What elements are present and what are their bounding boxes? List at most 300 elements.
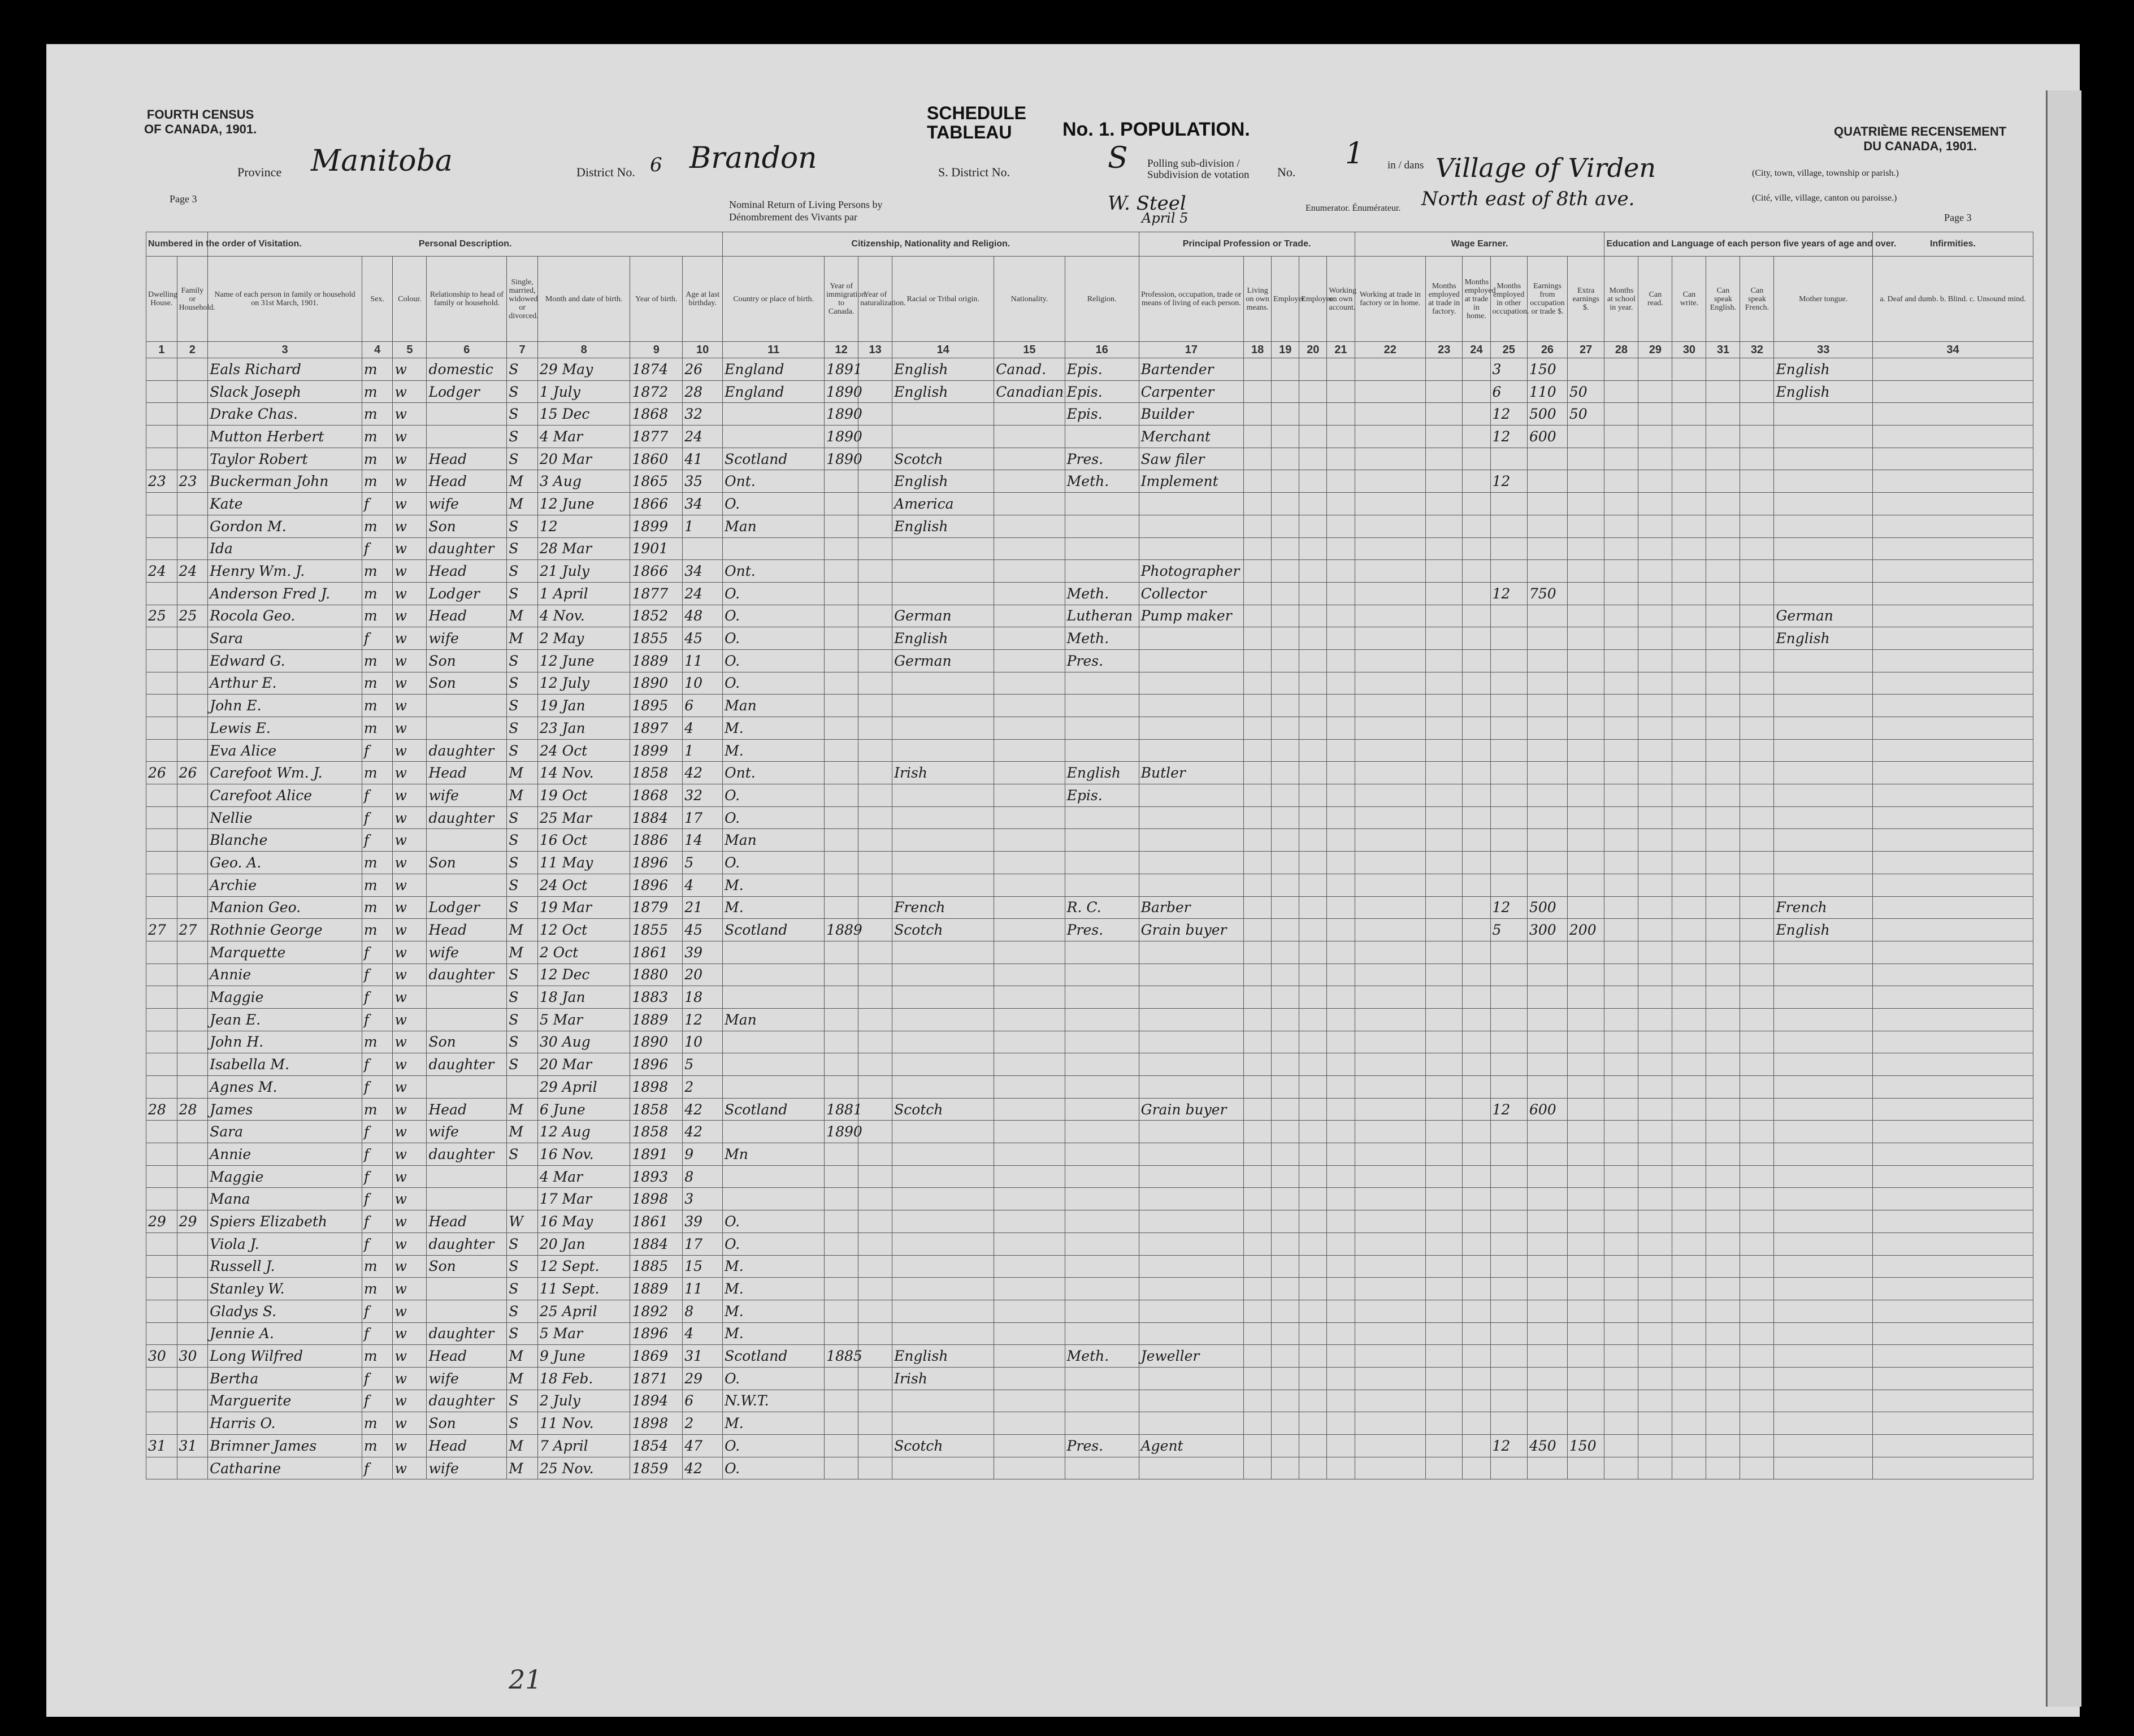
cell-extra xyxy=(1567,358,1604,381)
cell-immig: 1891 xyxy=(825,358,858,381)
cell-empty xyxy=(1355,448,1425,470)
cell-tongue xyxy=(1774,1053,1873,1076)
cell-empty xyxy=(1604,1076,1638,1099)
cell-religion xyxy=(1065,717,1139,740)
cell-tongue xyxy=(1774,717,1873,740)
column-number: 26 xyxy=(1527,342,1567,358)
cell-empty xyxy=(858,426,892,448)
cell-immig xyxy=(825,1435,858,1457)
cell-empty xyxy=(1706,1143,1740,1166)
cell-empty xyxy=(1299,448,1327,470)
cell-extra xyxy=(1567,1053,1604,1076)
cell-empty xyxy=(1425,1457,1462,1479)
cell-nationality xyxy=(994,493,1065,515)
cell-col: w xyxy=(393,1278,427,1300)
cell-sex: m xyxy=(362,1098,393,1121)
cell-empty xyxy=(1327,1008,1355,1031)
cell-empty xyxy=(858,1053,892,1076)
cell-marital: M xyxy=(507,1098,538,1121)
cell-dw xyxy=(146,649,177,672)
cell-sex: f xyxy=(362,784,393,807)
cell-marital: M xyxy=(507,784,538,807)
cell-sex: m xyxy=(362,403,393,426)
cell-tongue xyxy=(1774,649,1873,672)
cell-immig: 1890 xyxy=(825,1121,858,1143)
cell-birth: 12 July xyxy=(537,672,630,695)
cell-col: w xyxy=(393,762,427,784)
cell-extra xyxy=(1567,426,1604,448)
cell-year: 1884 xyxy=(630,1232,683,1255)
cell-empty xyxy=(1672,919,1706,941)
cell-empty xyxy=(1706,1345,1740,1368)
cell-extra: 50 xyxy=(1567,380,1604,403)
cell-name: Harris O. xyxy=(208,1412,362,1435)
cell-empty xyxy=(1604,1255,1638,1278)
cell-religion xyxy=(1065,493,1139,515)
cell-earn xyxy=(1527,1232,1567,1255)
cell-empty xyxy=(1327,380,1355,403)
cell-birth: 16 Nov. xyxy=(537,1143,630,1166)
cell-sex: f xyxy=(362,1390,393,1412)
cell-empty xyxy=(1299,470,1327,493)
cell-empty xyxy=(1873,717,2033,740)
cell-profession xyxy=(1139,1390,1243,1412)
cell-tongue xyxy=(1774,1345,1873,1368)
cell-year: 1879 xyxy=(630,896,683,919)
cell-empty xyxy=(1299,762,1327,784)
cell-emp xyxy=(1490,1031,1527,1053)
cell-marital: M xyxy=(507,470,538,493)
cell-empty xyxy=(1706,1008,1740,1031)
column-number: 12 xyxy=(825,342,858,358)
cell-empty xyxy=(1272,784,1299,807)
cell-immig xyxy=(825,1076,858,1099)
cell-empty xyxy=(1638,739,1672,762)
cell-age: 32 xyxy=(683,784,723,807)
cell-empty xyxy=(1873,1457,2033,1479)
cell-empty xyxy=(1604,986,1638,1009)
cell-empty xyxy=(1272,806,1299,829)
cell-extra xyxy=(1567,515,1604,537)
cell-empty xyxy=(858,1367,892,1390)
cell-empty xyxy=(1244,1300,1272,1322)
cell-emp: 12 xyxy=(1490,582,1527,605)
cell-religion xyxy=(1065,852,1139,874)
cell-empty xyxy=(1355,1008,1425,1031)
cell-empty xyxy=(1327,1031,1355,1053)
cell-empty xyxy=(1327,784,1355,807)
cell-religion xyxy=(1065,829,1139,852)
cell-col: w xyxy=(393,1076,427,1099)
group-personal: Personal Description. xyxy=(208,232,723,257)
cell-empty xyxy=(1873,426,2033,448)
cell-profession xyxy=(1139,1008,1243,1031)
cell-empty xyxy=(1638,1031,1672,1053)
cell-name: Rocola Geo. xyxy=(208,605,362,627)
cell-birth: 29 May xyxy=(537,358,630,381)
cell-empty xyxy=(1272,1188,1299,1210)
cell-empty xyxy=(1244,426,1272,448)
cell-tongue xyxy=(1774,1278,1873,1300)
cell-empty xyxy=(1425,1210,1462,1233)
cell-extra xyxy=(1567,739,1604,762)
cell-country: O. xyxy=(723,649,825,672)
cell-empty xyxy=(858,1232,892,1255)
cell-earn xyxy=(1527,739,1567,762)
cell-empty xyxy=(1244,1053,1272,1076)
cell-empty xyxy=(1355,403,1425,426)
cell-immig xyxy=(825,560,858,583)
cell-country xyxy=(723,403,825,426)
cell-empty xyxy=(1244,403,1272,426)
cell-birth: 12 Dec xyxy=(537,964,630,986)
cell-birth: 2 Oct xyxy=(537,941,630,964)
cell-name: Carefoot Wm. J. xyxy=(208,762,362,784)
cell-marital: S xyxy=(507,1053,538,1076)
column-header: Sex. xyxy=(362,257,393,342)
cell-empty xyxy=(1299,717,1327,740)
cell-empty xyxy=(1272,493,1299,515)
cell-empty xyxy=(1299,649,1327,672)
cell-nationality: Canadian xyxy=(994,380,1065,403)
cell-dw xyxy=(146,672,177,695)
cell-age: 9 xyxy=(683,1143,723,1166)
cell-year: 1898 xyxy=(630,1412,683,1435)
cell-empty xyxy=(1672,448,1706,470)
cell-age: 11 xyxy=(683,1278,723,1300)
column-number: 14 xyxy=(892,342,994,358)
cell-empty xyxy=(1873,1232,2033,1255)
cell-empty xyxy=(1873,1053,2033,1076)
cell-col: w xyxy=(393,1210,427,1233)
cell-nationality xyxy=(994,605,1065,627)
cell-age: 10 xyxy=(683,672,723,695)
table-row xyxy=(146,1255,2033,1278)
cell-empty xyxy=(1463,852,1490,874)
cell-empty xyxy=(1638,1098,1672,1121)
cell-origin xyxy=(892,1053,994,1076)
cell-col: w xyxy=(393,806,427,829)
cell-empty xyxy=(1327,627,1355,650)
cell-dw xyxy=(146,1143,177,1166)
cell-empty xyxy=(1740,806,1774,829)
cell-birth: 16 Oct xyxy=(537,829,630,852)
cell-tongue xyxy=(1774,695,1873,717)
cell-year: 1892 xyxy=(630,1300,683,1322)
title-line: OF CANADA, 1901. xyxy=(144,122,257,136)
cell-empty xyxy=(1327,605,1355,627)
cell-sex: f xyxy=(362,941,393,964)
cell-age: 4 xyxy=(683,1322,723,1345)
cell-religion xyxy=(1065,1008,1139,1031)
cell-empty xyxy=(1272,403,1299,426)
cell-empty xyxy=(1638,605,1672,627)
cell-origin: Scotch xyxy=(892,448,994,470)
table-row xyxy=(146,1232,2033,1255)
cell-profession xyxy=(1139,1143,1243,1166)
cell-empty xyxy=(1873,762,2033,784)
cell-country: O. xyxy=(723,1210,825,1233)
cell-emp xyxy=(1490,717,1527,740)
cell-empty xyxy=(1299,627,1327,650)
cell-empty xyxy=(1272,1412,1299,1435)
cell-fam xyxy=(177,1412,208,1435)
cell-country: M. xyxy=(723,1278,825,1300)
cell-profession: Agent xyxy=(1139,1435,1243,1457)
cell-origin xyxy=(892,941,994,964)
cell-col: w xyxy=(393,852,427,874)
cell-name: Annie xyxy=(208,964,362,986)
cell-empty xyxy=(1706,1232,1740,1255)
cell-empty xyxy=(1244,919,1272,941)
cell-religion xyxy=(1065,1076,1139,1099)
cell-empty xyxy=(858,874,892,896)
cell-year: 1886 xyxy=(630,829,683,852)
cell-nationality xyxy=(994,426,1065,448)
cell-year: 1895 xyxy=(630,695,683,717)
cell-marital: M xyxy=(507,762,538,784)
cell-empty xyxy=(1425,1053,1462,1076)
cell-empty xyxy=(1327,1367,1355,1390)
cell-origin xyxy=(892,672,994,695)
cell-birth: 24 Oct xyxy=(537,739,630,762)
cell-name: Edward G. xyxy=(208,649,362,672)
cell-empty xyxy=(858,1143,892,1166)
cell-origin: German xyxy=(892,605,994,627)
cell-empty xyxy=(1873,695,2033,717)
cell-empty xyxy=(1355,986,1425,1009)
cell-origin xyxy=(892,1121,994,1143)
cell-country: England xyxy=(723,358,825,381)
cell-emp: 12 xyxy=(1490,896,1527,919)
cell-fam xyxy=(177,941,208,964)
cell-fam xyxy=(177,1076,208,1099)
cell-marital: S xyxy=(507,380,538,403)
cell-empty xyxy=(1706,448,1740,470)
cell-extra xyxy=(1567,1232,1604,1255)
table-row xyxy=(146,806,2033,829)
cell-sex: m xyxy=(362,1435,393,1457)
cell-empty xyxy=(1604,829,1638,852)
cell-empty xyxy=(1463,964,1490,986)
cell-immig xyxy=(825,1390,858,1412)
cell-empty xyxy=(1355,1255,1425,1278)
column-header: Working at trade in factory or in home. xyxy=(1355,257,1425,342)
cell-year: 1891 xyxy=(630,1143,683,1166)
cell-rel: Head xyxy=(427,1435,507,1457)
cell-empty xyxy=(1244,852,1272,874)
cell-empty xyxy=(1604,1143,1638,1166)
table-row xyxy=(146,829,2033,852)
cell-empty xyxy=(1463,784,1490,807)
cell-rel xyxy=(427,1165,507,1188)
cell-country: O. xyxy=(723,1232,825,1255)
cell-origin xyxy=(892,403,994,426)
cell-sex: f xyxy=(362,829,393,852)
column-header: Mother tongue. xyxy=(1774,257,1873,342)
cell-rel xyxy=(427,986,507,1009)
cell-empty xyxy=(1327,1188,1355,1210)
cell-fam xyxy=(177,537,208,560)
column-number: 22 xyxy=(1355,342,1425,358)
cell-empty xyxy=(1327,1210,1355,1233)
cell-earn xyxy=(1527,874,1567,896)
cell-age: 29 xyxy=(683,1367,723,1390)
cell-age: 1 xyxy=(683,515,723,537)
cell-rel: wife xyxy=(427,784,507,807)
cell-name: Spiers Elizabeth xyxy=(208,1210,362,1233)
page-right-label xyxy=(1944,212,1972,224)
cell-empty xyxy=(1604,762,1638,784)
cell-profession: Grain buyer xyxy=(1139,919,1243,941)
cell-empty xyxy=(1873,493,2033,515)
cell-empty xyxy=(1638,896,1672,919)
cell-empty xyxy=(1740,1210,1774,1233)
cell-empty xyxy=(1672,695,1706,717)
schedule-label: SCHEDULE xyxy=(927,103,1027,123)
cell-country: O. xyxy=(723,605,825,627)
cell-birth: 19 Mar xyxy=(537,896,630,919)
cell-religion xyxy=(1065,672,1139,695)
cell-country: O. xyxy=(723,1367,825,1390)
cell-empty xyxy=(1638,560,1672,583)
cell-nationality xyxy=(994,1076,1065,1099)
cell-religion xyxy=(1065,1143,1139,1166)
cell-col: w xyxy=(393,784,427,807)
cell-empty xyxy=(1425,1188,1462,1210)
cell-emp xyxy=(1490,1121,1527,1143)
cell-birth: 5 Mar xyxy=(537,1322,630,1345)
cell-empty xyxy=(1706,1322,1740,1345)
cell-empty xyxy=(1463,649,1490,672)
cell-age xyxy=(683,537,723,560)
cell-empty xyxy=(1355,829,1425,852)
cell-origin xyxy=(892,852,994,874)
cell-empty xyxy=(1672,1053,1706,1076)
cell-col: w xyxy=(393,672,427,695)
cell-empty xyxy=(1638,1143,1672,1166)
cell-empty xyxy=(1706,1435,1740,1457)
cell-birth: 4 Mar xyxy=(537,1165,630,1188)
cell-tongue xyxy=(1774,762,1873,784)
cell-immig xyxy=(825,1457,858,1479)
cell-empty xyxy=(1272,1435,1299,1457)
cell-age: 2 xyxy=(683,1412,723,1435)
cell-emp xyxy=(1490,784,1527,807)
cell-empty xyxy=(1463,582,1490,605)
cell-tongue xyxy=(1774,1322,1873,1345)
cell-empty xyxy=(1355,695,1425,717)
cell-tongue xyxy=(1774,1232,1873,1255)
cell-extra xyxy=(1567,1390,1604,1412)
cell-tongue xyxy=(1774,1300,1873,1322)
cell-sex: f xyxy=(362,627,393,650)
cell-profession: Carpenter xyxy=(1139,380,1243,403)
cell-empty xyxy=(1604,1412,1638,1435)
cell-age: 42 xyxy=(683,1457,723,1479)
cell-nationality xyxy=(994,964,1065,986)
cell-religion xyxy=(1065,1098,1139,1121)
cell-religion xyxy=(1065,1322,1139,1345)
cell-name: Gordon M. xyxy=(208,515,362,537)
cell-col: w xyxy=(393,1053,427,1076)
cell-empty xyxy=(1244,493,1272,515)
cell-empty xyxy=(1463,1278,1490,1300)
cell-empty xyxy=(1740,1255,1774,1278)
cell-empty xyxy=(1638,1367,1672,1390)
cell-empty xyxy=(1672,1457,1706,1479)
cell-empty xyxy=(1355,1345,1425,1368)
cell-country xyxy=(723,426,825,448)
cell-profession xyxy=(1139,627,1243,650)
cell-empty xyxy=(1873,1300,2033,1322)
cell-rel: daughter xyxy=(427,1390,507,1412)
cell-nationality xyxy=(994,874,1065,896)
cell-empty xyxy=(1672,672,1706,695)
cell-empty xyxy=(1327,1345,1355,1368)
cell-empty xyxy=(1272,1031,1299,1053)
cell-empty xyxy=(1355,627,1425,650)
cell-religion xyxy=(1065,1255,1139,1278)
cell-fam xyxy=(177,1188,208,1210)
cell-year: 1859 xyxy=(630,1457,683,1479)
cell-empty xyxy=(1272,1322,1299,1345)
cell-empty xyxy=(1873,1076,2033,1099)
cell-empty xyxy=(1740,605,1774,627)
group-infirmities: Infirmities. xyxy=(1873,232,2033,257)
enumerator-name: W. Steel xyxy=(1108,192,1186,215)
cell-empty xyxy=(1706,1031,1740,1053)
cell-empty xyxy=(1463,806,1490,829)
column-header: Year of naturalization. xyxy=(858,257,892,342)
cell-empty xyxy=(1327,470,1355,493)
city-description: (City, town, village, township or parish.) xyxy=(1752,168,1899,178)
table-row xyxy=(146,896,2033,919)
column-header: Living on own means. xyxy=(1244,257,1272,342)
cell-name: Maggie xyxy=(208,986,362,1009)
cell-nationality xyxy=(994,1345,1065,1368)
cell-empty xyxy=(1873,605,2033,627)
cell-dw xyxy=(146,717,177,740)
cell-empty xyxy=(1604,874,1638,896)
cell-emp xyxy=(1490,1367,1527,1390)
cell-age: 20 xyxy=(683,964,723,986)
cell-emp xyxy=(1490,1165,1527,1188)
column-header: Dwelling House. xyxy=(146,257,177,342)
cell-fam xyxy=(177,493,208,515)
cell-origin: French xyxy=(892,896,994,919)
cell-rel xyxy=(427,695,507,717)
cell-earn: 300 xyxy=(1527,919,1567,941)
cell-empty xyxy=(1244,1210,1272,1233)
cell-immig xyxy=(825,470,858,493)
column-number: 9 xyxy=(630,342,683,358)
cell-extra xyxy=(1567,1255,1604,1278)
cell-empty xyxy=(1327,1278,1355,1300)
cell-religion xyxy=(1065,806,1139,829)
cell-earn xyxy=(1527,649,1567,672)
cell-empty xyxy=(1463,896,1490,919)
cell-sex: m xyxy=(362,1278,393,1300)
cell-earn: 450 xyxy=(1527,1435,1567,1457)
cell-empty xyxy=(1425,627,1462,650)
cell-profession xyxy=(1139,784,1243,807)
cell-extra xyxy=(1567,852,1604,874)
cell-immig: 1890 xyxy=(825,448,858,470)
cell-emp xyxy=(1490,1008,1527,1031)
cell-origin xyxy=(892,1255,994,1278)
cell-rel: wife xyxy=(427,1367,507,1390)
